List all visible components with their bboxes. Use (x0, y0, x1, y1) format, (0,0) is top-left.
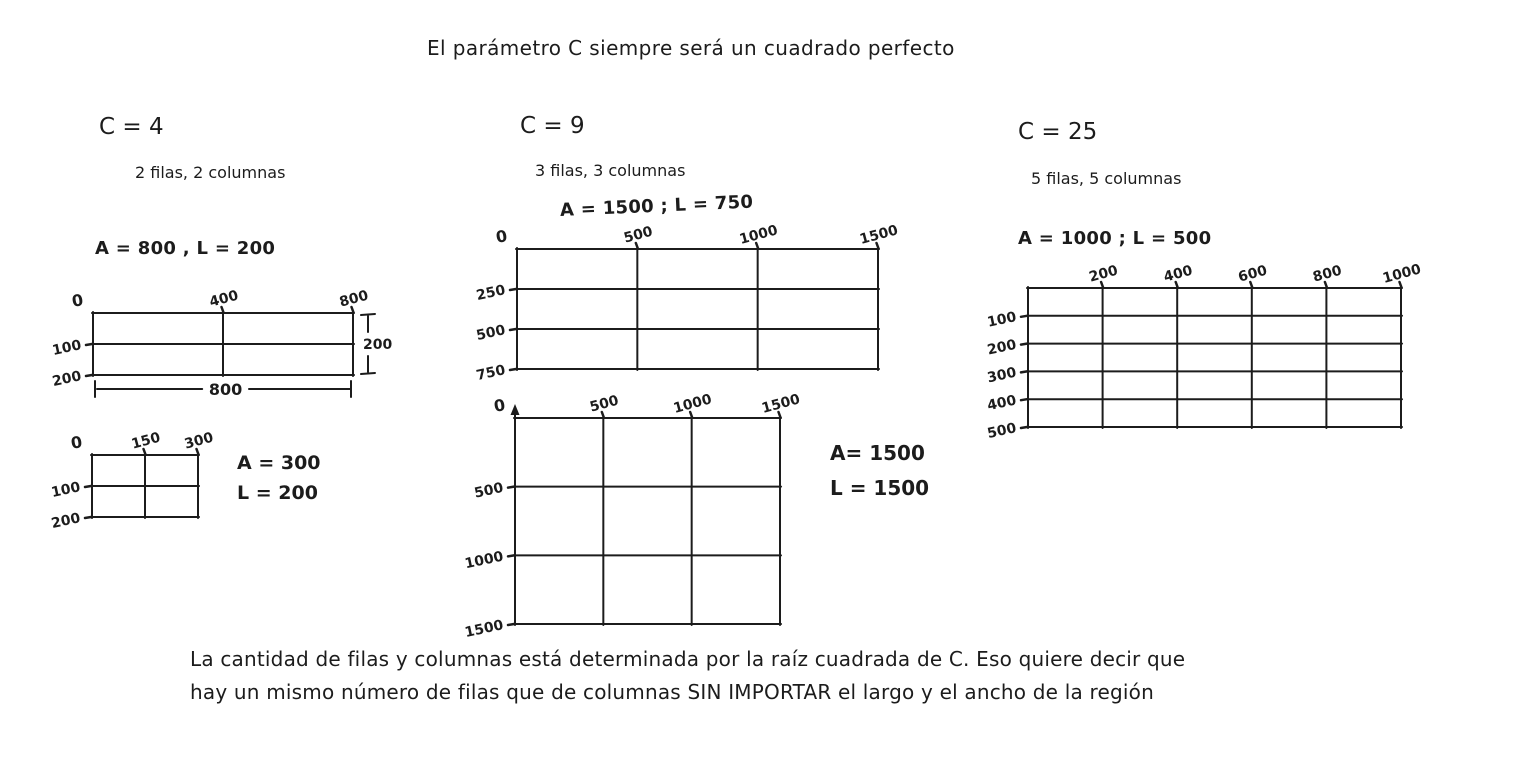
section-c9-dimensions: A = 1500 ; L = 750 (559, 191, 754, 221)
section-c4-heading: C = 4 (99, 114, 164, 140)
row-axis-label: 250 (474, 282, 507, 304)
grid-c9-top-group (475, 222, 900, 384)
area-length-label: L = 1500 (830, 476, 930, 500)
grid-lines (85, 449, 199, 518)
row-axis-label: 1500 (463, 617, 505, 642)
tick (1021, 344, 1027, 345)
tick (510, 289, 516, 290)
grid-lines (510, 243, 879, 370)
grid-c25-group (986, 261, 1423, 442)
tick (510, 329, 516, 330)
footer-line-1: La cantidad de filas y columnas está determinada por la raíz cuadrada de C. Eso quiere decir que (190, 647, 1186, 671)
col-axis-label: 1000 (671, 391, 714, 417)
row-axis-label: 500 (472, 479, 505, 502)
col-axis-label: 150 (129, 429, 163, 453)
row-axis-label: 300 (985, 364, 1018, 387)
tick (508, 555, 514, 556)
row-axis-label: 200 (50, 368, 83, 390)
origin-label: 0 (70, 290, 85, 311)
grid-c9-bottom-group (463, 391, 929, 641)
col-axis-label: 600 (1236, 262, 1269, 286)
area-length-label: L = 200 (237, 482, 318, 504)
section-c9-heading: C = 9 (520, 113, 585, 139)
axis-arrow-icon (511, 404, 520, 415)
grid-lines (1021, 282, 1402, 428)
col-axis-label: 1500 (858, 222, 900, 248)
bracket-cap (361, 314, 375, 315)
row-axis-label: 1000 (463, 548, 505, 573)
col-axis-label: 500 (588, 392, 621, 416)
height-dimension-label: 200 (363, 337, 393, 353)
tick (86, 344, 92, 345)
col-axis-label: 1000 (737, 222, 780, 248)
row-axis-label: 400 (985, 392, 1018, 415)
tick (86, 375, 92, 376)
row-axis-label: 100 (49, 479, 82, 501)
grid-lines (508, 411, 781, 625)
section-c25-dimensions: A = 1000 ; L = 500 (1018, 228, 1212, 249)
tick (1021, 371, 1027, 372)
origin-label: 0 (492, 395, 507, 416)
col-axis-label: 1000 (1381, 261, 1423, 287)
section-c4-dimensions: A = 800 , L = 200 (95, 238, 276, 259)
col-axis-label: 200 (1087, 262, 1120, 286)
origin-label: 0 (494, 226, 509, 247)
row-axis-label: 500 (474, 322, 507, 344)
col-axis-label: 800 (337, 287, 371, 311)
row-axis-label: 100 (985, 309, 1018, 331)
section-c25-heading: C = 25 (1018, 119, 1098, 145)
tick (1021, 427, 1027, 428)
grid-c9-bottom (430, 366, 930, 689)
row-axis-label: 200 (985, 336, 1018, 359)
grid-c4-small-group (50, 430, 321, 532)
col-axis-label: 800 (1311, 262, 1344, 286)
section-c25-subheading: 5 filas, 5 columnas (1031, 169, 1182, 188)
grid-labels (475, 222, 900, 384)
grid-c4-small (7, 403, 348, 582)
grid-c25 (943, 236, 1532, 492)
area-length-label: A = 300 (237, 452, 321, 474)
tick (508, 487, 514, 488)
col-axis-label: 300 (182, 429, 216, 453)
area-length-label: A= 1500 (830, 441, 925, 465)
col-axis-label: 400 (207, 287, 241, 311)
tick (1021, 399, 1027, 400)
width-dimension-label: 800 (208, 380, 243, 399)
origin-label: 0 (69, 432, 84, 453)
section-c4-subheading: 2 filas, 2 columnas (135, 163, 286, 182)
bracket-cap (361, 373, 375, 374)
grid-c4-main-group (51, 288, 393, 399)
col-axis-label: 1500 (760, 391, 802, 417)
row-axis-label: 100 (50, 337, 83, 359)
page-title: El parámetro C siempre será un cuadrado perfecto (427, 36, 955, 60)
row-axis-label: 200 (49, 510, 82, 532)
row-axis-label: 500 (985, 420, 1018, 442)
col-axis-label: 400 (1161, 262, 1195, 286)
grid-labels (463, 391, 929, 641)
tick (1021, 316, 1027, 317)
section-c9-subheading: 3 filas, 3 columnas (535, 161, 686, 180)
row-axis-label: 750 (474, 362, 507, 384)
footer-line-2: hay un mismo número de filas que de columnas SIN IMPORTAR el largo y el ancho de la región (190, 680, 1154, 704)
col-axis-label: 500 (622, 223, 655, 247)
tick (85, 517, 91, 518)
tick (508, 624, 514, 625)
tick (85, 486, 91, 487)
